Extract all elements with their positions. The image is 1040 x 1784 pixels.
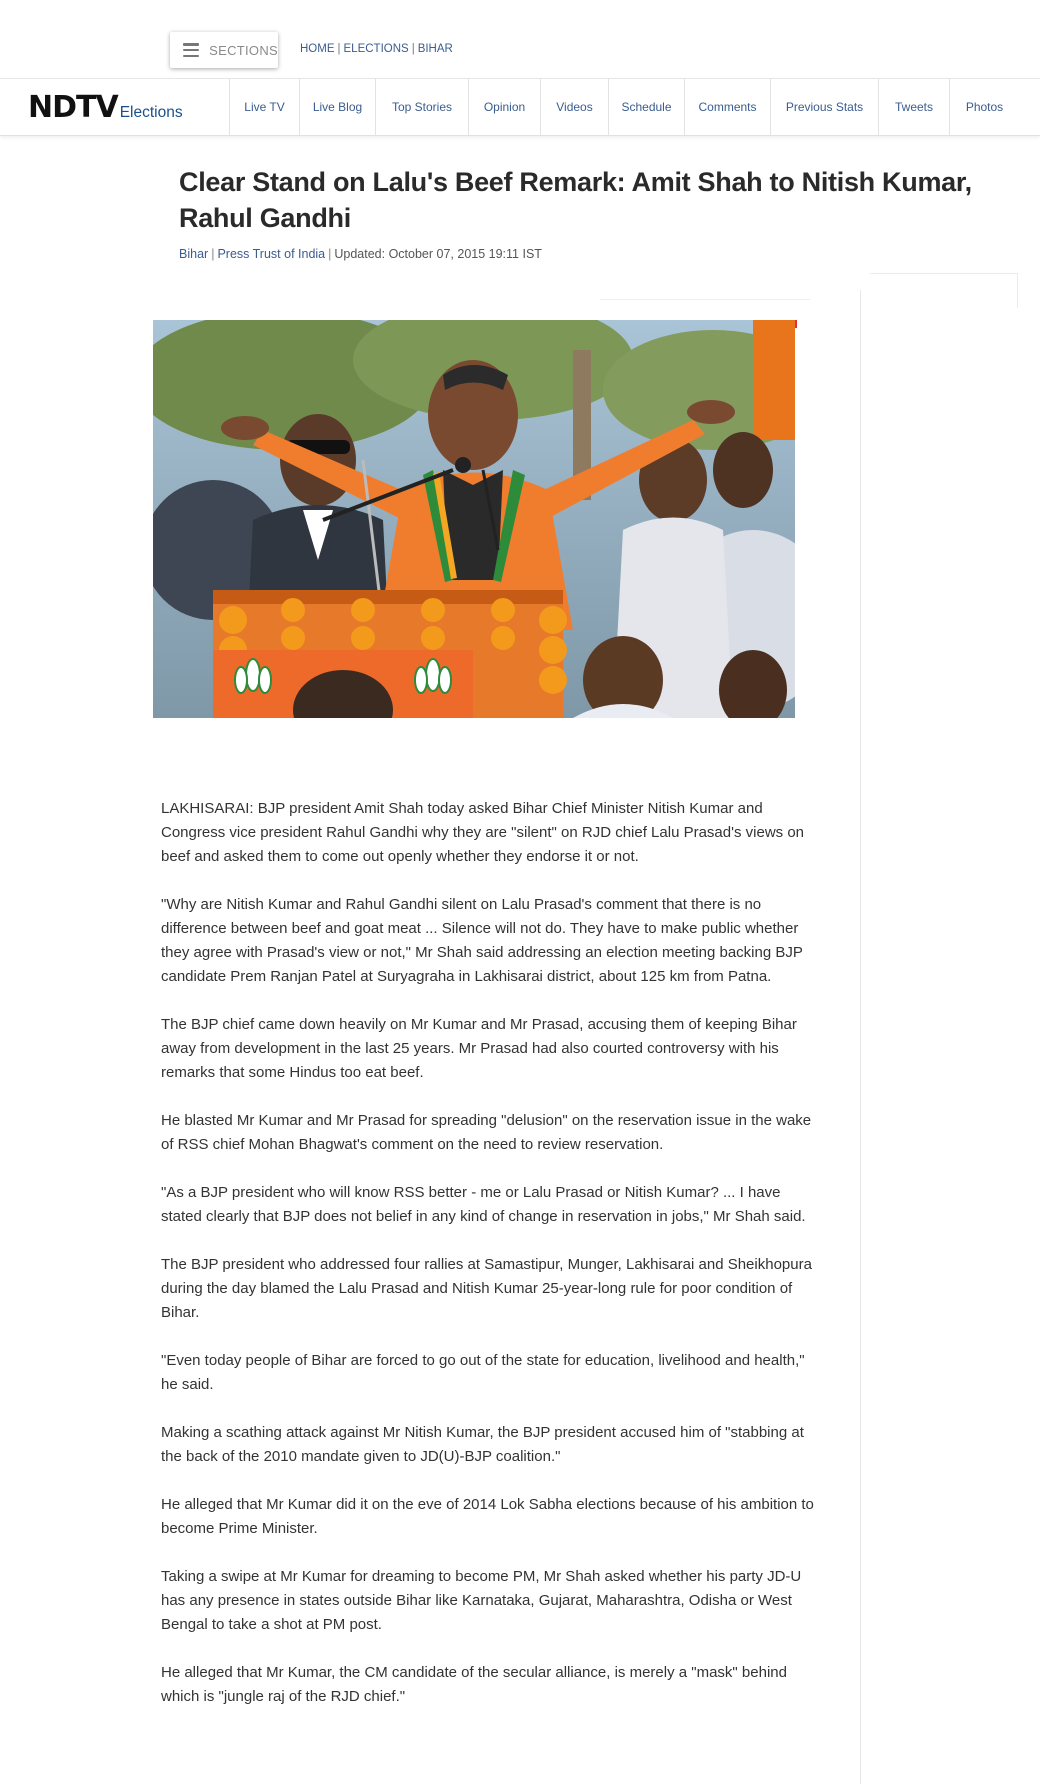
article-paragraph: "Why are Nitish Kumar and Rahul Gandhi silent on Lalu Prasad's comment that there is no difference between beef and goat meat ... Silence will not do. They have to make public whether they agree with Prasad's view or not," Mr Shah said addressing an election meeting backing BJP candidate Prem Ranjan Patel at Suryagraha in Lakhisarai district, about 125 km from Patna. bbox=[161, 896, 803, 985]
article-paragraph: "As a BJP president who will know RSS better - me or Lalu Prasad or Nitish Kumar? ... I have stated clearly that BJP does not belief in any kind of change in reservation in jobs," Mr Shah said. bbox=[161, 1184, 806, 1225]
breadcrumb-home[interactable]: HOME bbox=[300, 43, 335, 55]
ndtv-logo-text: NDTV bbox=[28, 90, 118, 125]
sidebar-divider bbox=[860, 290, 861, 1784]
article-paragraph: Taking a swipe at Mr Kumar for dreaming to become PM, Mr Shah asked whether his party JD-U has any presence in states outside Bihar like Karnataka, Gujarat, Maharashtra, Odisha or West Bengal to take a shot at PM post. bbox=[161, 1568, 802, 1633]
article-paragraph: The BJP chief came down heavily on Mr Kumar and Mr Prasad, accusing them of keeping Bihar away from development in the last 25 years. Mr Prasad had also courted controversy with his remarks that some Hindus too eat beef. bbox=[161, 1016, 797, 1081]
sections-label: SECTIONS bbox=[209, 42, 278, 58]
nav-live-tv[interactable]: Live TV bbox=[229, 79, 299, 135]
byline-section-link[interactable]: Bihar bbox=[179, 247, 209, 261]
breadcrumb-separator: | bbox=[337, 43, 341, 55]
article-title: Clear Stand on Lalu's Beef Remark: Amit Shah to Nitish Kumar, Rahul Gandhi bbox=[179, 167, 972, 233]
nav-menu bbox=[229, 79, 1019, 135]
divider bbox=[600, 299, 810, 300]
article-paragraph: "Even today people of Bihar are forced to go out of the state for education, livelihood and health," he said. bbox=[161, 1352, 805, 1393]
hamburger-icon bbox=[183, 43, 199, 57]
hero-photo-illustration bbox=[153, 320, 795, 718]
nav-previous-stats[interactable]: Previous Stats bbox=[770, 79, 878, 135]
article-paragraph: He blasted Mr Kumar and Mr Prasad for spreading "delusion" on the reservation issue in the wake of RSS chief Mohan Bhagwat's comment on the need to review reservation. bbox=[161, 1112, 812, 1153]
nav-top-stories[interactable]: Top Stories bbox=[375, 79, 468, 135]
nav-tweets[interactable]: Tweets bbox=[878, 79, 949, 135]
nav-schedule[interactable]: Schedule bbox=[608, 79, 684, 135]
main-navigation bbox=[0, 78, 1040, 136]
sections-menu-button[interactable] bbox=[170, 32, 278, 68]
divider bbox=[1017, 273, 1018, 308]
nav-videos[interactable]: Videos bbox=[540, 79, 608, 135]
nav-live-blog[interactable]: Live Blog bbox=[299, 79, 375, 135]
article-paragraph: He alleged that Mr Kumar did it on the eve of 2014 Lok Sabha elections because of his ambition to become Prime Minister. bbox=[161, 1496, 814, 1537]
nav-comments[interactable]: Comments bbox=[684, 79, 770, 135]
article-hero-image[interactable] bbox=[153, 320, 795, 718]
byline-separator: | bbox=[328, 247, 332, 261]
article-body bbox=[161, 797, 816, 1733]
breadcrumb bbox=[300, 43, 453, 55]
article-paragraph: He alleged that Mr Kumar, the CM candidate of the secular alliance, is merely a "mask" behind which is "jungle raj of the RJD chief." bbox=[161, 1664, 787, 1705]
image-edge-accent bbox=[795, 320, 797, 328]
article-paragraph: The BJP president who addressed four rallies at Samastipur, Munger, Lakhisarai and Sheikhopura during the day blamed the Lalu Prasad and Nitish Kumar 25-year-long rule for poor condition of Bihar. bbox=[161, 1256, 812, 1321]
breadcrumb-separator: | bbox=[411, 43, 415, 55]
breadcrumb-elections[interactable]: ELECTIONS bbox=[343, 43, 409, 55]
byline-separator: | bbox=[211, 247, 215, 261]
top-bar bbox=[0, 0, 1040, 78]
nav-photos[interactable]: Photos bbox=[949, 79, 1019, 135]
article-paragraph: Making a scathing attack against Mr Nitish Kumar, the BJP president accused him of "stabbing at the back of the 2010 mandate given to JD(U)-BJP coalition." bbox=[161, 1424, 804, 1465]
article-paragraph: LAKHISARAI: BJP president Amit Shah today asked Bihar Chief Minister Nitish Kumar and Congress vice president Rahul Gandhi why they are "silent" on RJD chief Lalu Prasad's views on beef and asked them to come out openly whether they endorse it or not. bbox=[161, 800, 805, 865]
byline-source-link[interactable]: Press Trust of India bbox=[217, 247, 326, 261]
ndtv-elections-logo[interactable] bbox=[28, 90, 183, 125]
elections-logo-text: Elections bbox=[119, 104, 183, 121]
nav-opinion[interactable]: Opinion bbox=[468, 79, 540, 135]
breadcrumb-bihar[interactable]: BIHAR bbox=[417, 43, 453, 55]
article-byline bbox=[179, 247, 542, 261]
divider bbox=[870, 273, 1018, 274]
byline-updated: Updated: October 07, 2015 19:11 IST bbox=[334, 247, 542, 261]
